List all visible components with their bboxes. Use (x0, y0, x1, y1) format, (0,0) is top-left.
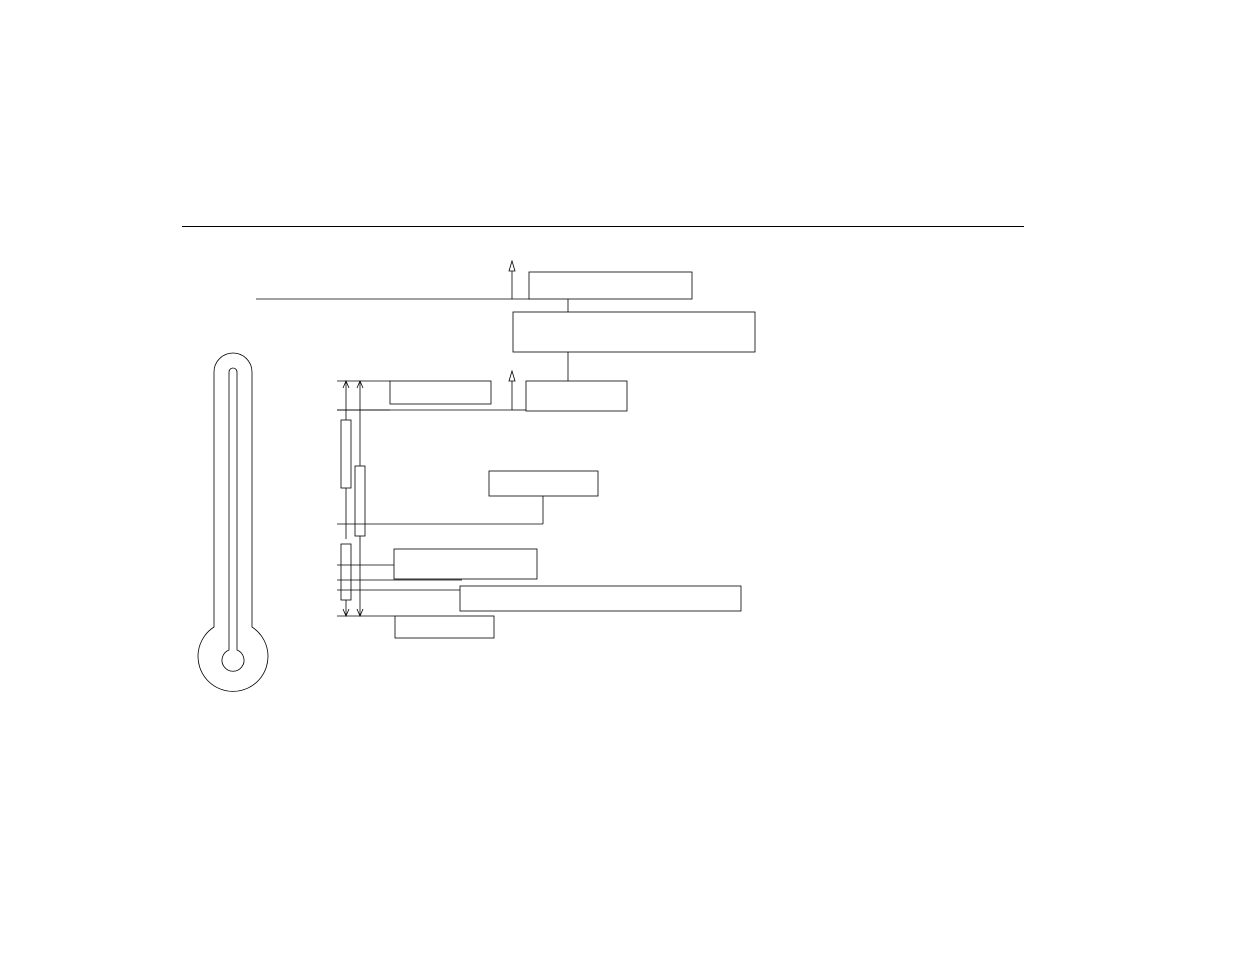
thermometer-icon (198, 353, 268, 691)
